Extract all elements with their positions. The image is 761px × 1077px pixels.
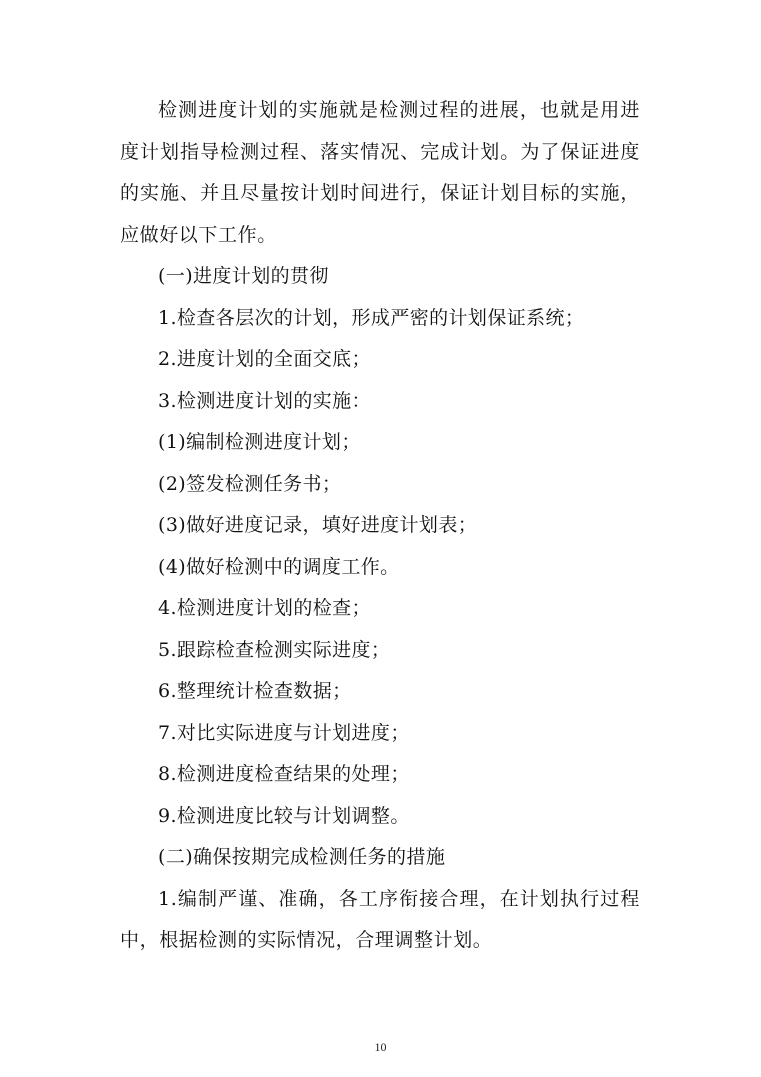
list-item: 9.检测进度比较与计划调整。: [158, 804, 410, 827]
list-item: 8.检测进度检查结果的处理；: [158, 763, 410, 785]
list-item: 5.跟踪检查检测实际进度；: [158, 638, 391, 661]
list-item: 4.检测进度计划的检查；: [158, 597, 371, 619]
list-item: 1.检查各层次的计划，形成严密的计划保证系统；: [158, 306, 585, 329]
item-list: [120, 298, 640, 838]
intro-paragraph: 检测进度计划的实施就是检测过程的进展，也就是用进度计划指导检测过程、落实情况、完成计划。为了保证进度的实施、并且尽量按计划时间进行，保证计划目标的实施，应做好以下工作。: [120, 99, 640, 246]
list-item: 2.进度计划的全面交底；: [158, 348, 371, 370]
list-item: 7.对比实际进度与计划进度；: [158, 721, 410, 744]
page-content: [120, 90, 640, 962]
list-item: (1)编制检测进度计划；: [158, 431, 361, 453]
section-heading-2: (二)确保按期完成检测任务的措施: [158, 846, 446, 868]
list-item: (3)做好进度记录，填好进度计划表；: [158, 514, 478, 536]
list-item: 3.检测进度计划的实施：: [158, 389, 371, 412]
section-heading-1: (一)进度计划的贯彻: [158, 265, 329, 287]
list-item: 6.整理统计检查数据；: [158, 680, 352, 702]
list-item: (2)签发检测任务书；: [158, 472, 342, 495]
section2-paragraph: 1.编制严谨、准确，各工序衔接合理，在计划执行过程中，根据检测的实际情况，合理调整计划。: [120, 887, 640, 951]
list-item: (4)做好检测中的调度工作。: [158, 555, 400, 578]
page-number: 10: [374, 1040, 387, 1054]
